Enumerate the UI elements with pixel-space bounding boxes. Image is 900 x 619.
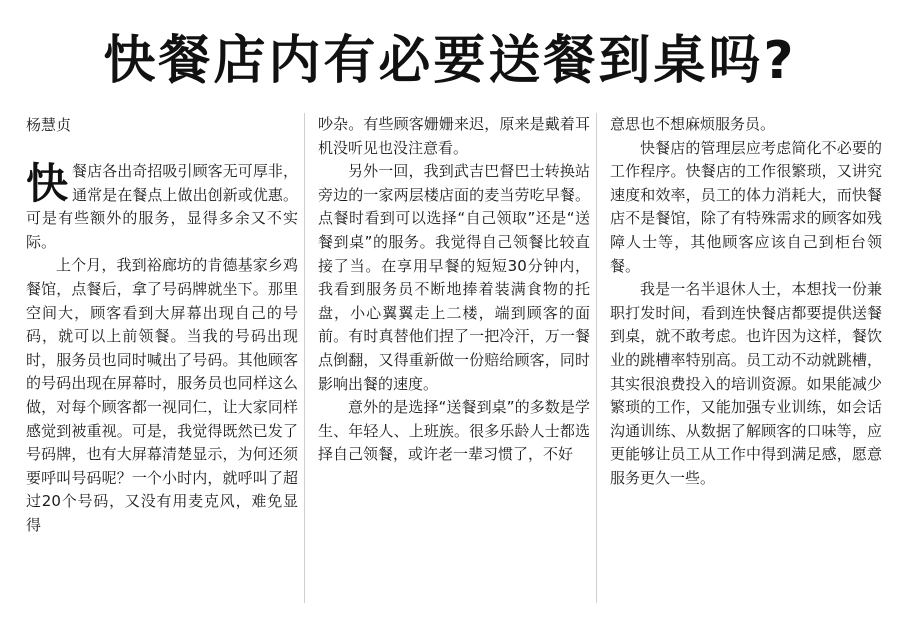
column-divider xyxy=(596,113,597,603)
column-divider xyxy=(304,113,305,603)
article-column-3 xyxy=(610,113,882,491)
article-column-1 xyxy=(26,160,298,538)
paragraph: 餐店各出奇招吸引顾客无可厚非，通常是在餐点上做出创新或优惠。可是有些额外的服务，显得多余又不实际。 xyxy=(26,162,298,251)
paragraph: 意外的是选择“送餐到桌”的多数是学生、年轻人、上班族。很多乐龄人士都选择自己领餐，或许老一辈习惯了，不好 xyxy=(318,398,590,464)
paragraph: 快餐店的管理层应考虑简化不必要的工作程序。快餐店的工作很繁琐，又讲究速度和效率，员工的体力消耗大，而快餐店不是餐馆，除了有特殊需求的顾客如残障人士等，其他顾客应该自己到柜台领餐。 xyxy=(610,138,882,275)
paragraph: 吵杂。有些顾客姗姗来迟，原来是戴着耳机没听见也没注意看。 xyxy=(318,115,590,157)
paragraph: 上个月，我到裕廊坊的肯德基家乡鸡餐馆，点餐后，拿了号码牌就坐下。那里空间大，顾客看到大屏幕出现自己的号码，就可以上前领餐。当我的号码出现时，服务员也同时喊出了号码。其他顾客的号码出现在屏幕时，服务员也同样这么做，对每个顾客都一视同仁，让大家同样感觉到被重视。可是，我觉得既然已发了号码牌，也有大屏幕清楚显示，为何还须要呼叫号码呢？一个小时内，就呼叫了超过20个号码，又没有用麦克风，难免显得 xyxy=(26,256,298,534)
drop-cap: 快 xyxy=(26,160,69,208)
byline: 杨慧贞 xyxy=(26,116,72,134)
paragraph: 意思也不想麻烦服务员。 xyxy=(610,115,776,133)
headline: 快餐店内有必要送餐到桌吗? xyxy=(103,31,797,91)
article-column-2 xyxy=(318,113,590,467)
paragraph: 我是一名半退休人士，本想找一份兼职打发时间，看到连快餐店都要提供送餐到桌，就不敢考虑。也许因为这样，餐饮业的跳槽率特别高。员工动不动就跳槽，其实很浪费投入的培训资源。如果能减少繁琐的工作，又能加强专业训练，如会话沟通训练、从数据了解顾客的口味等，应更能够让员工从工作中得到满足感，愿意服务更久一些。 xyxy=(610,280,882,487)
paragraph: 另外一回，我到武吉巴督巴士转换站旁边的一家两层楼店面的麦当劳吃早餐。点餐时看到可以选择“自己领取”还是“送餐到桌”的服务。我觉得自己领餐比较直接了当。在享用早餐的短短30分钟内，我看到服务员不断地捧着装满食物的托盘，小心翼翼走上二楼，端到顾客的面前。有时真替他们捏了一把冷汗，万一餐点倒翻，又得重新做一份赔给顾客，同时影响出餐的速度。 xyxy=(318,162,590,393)
